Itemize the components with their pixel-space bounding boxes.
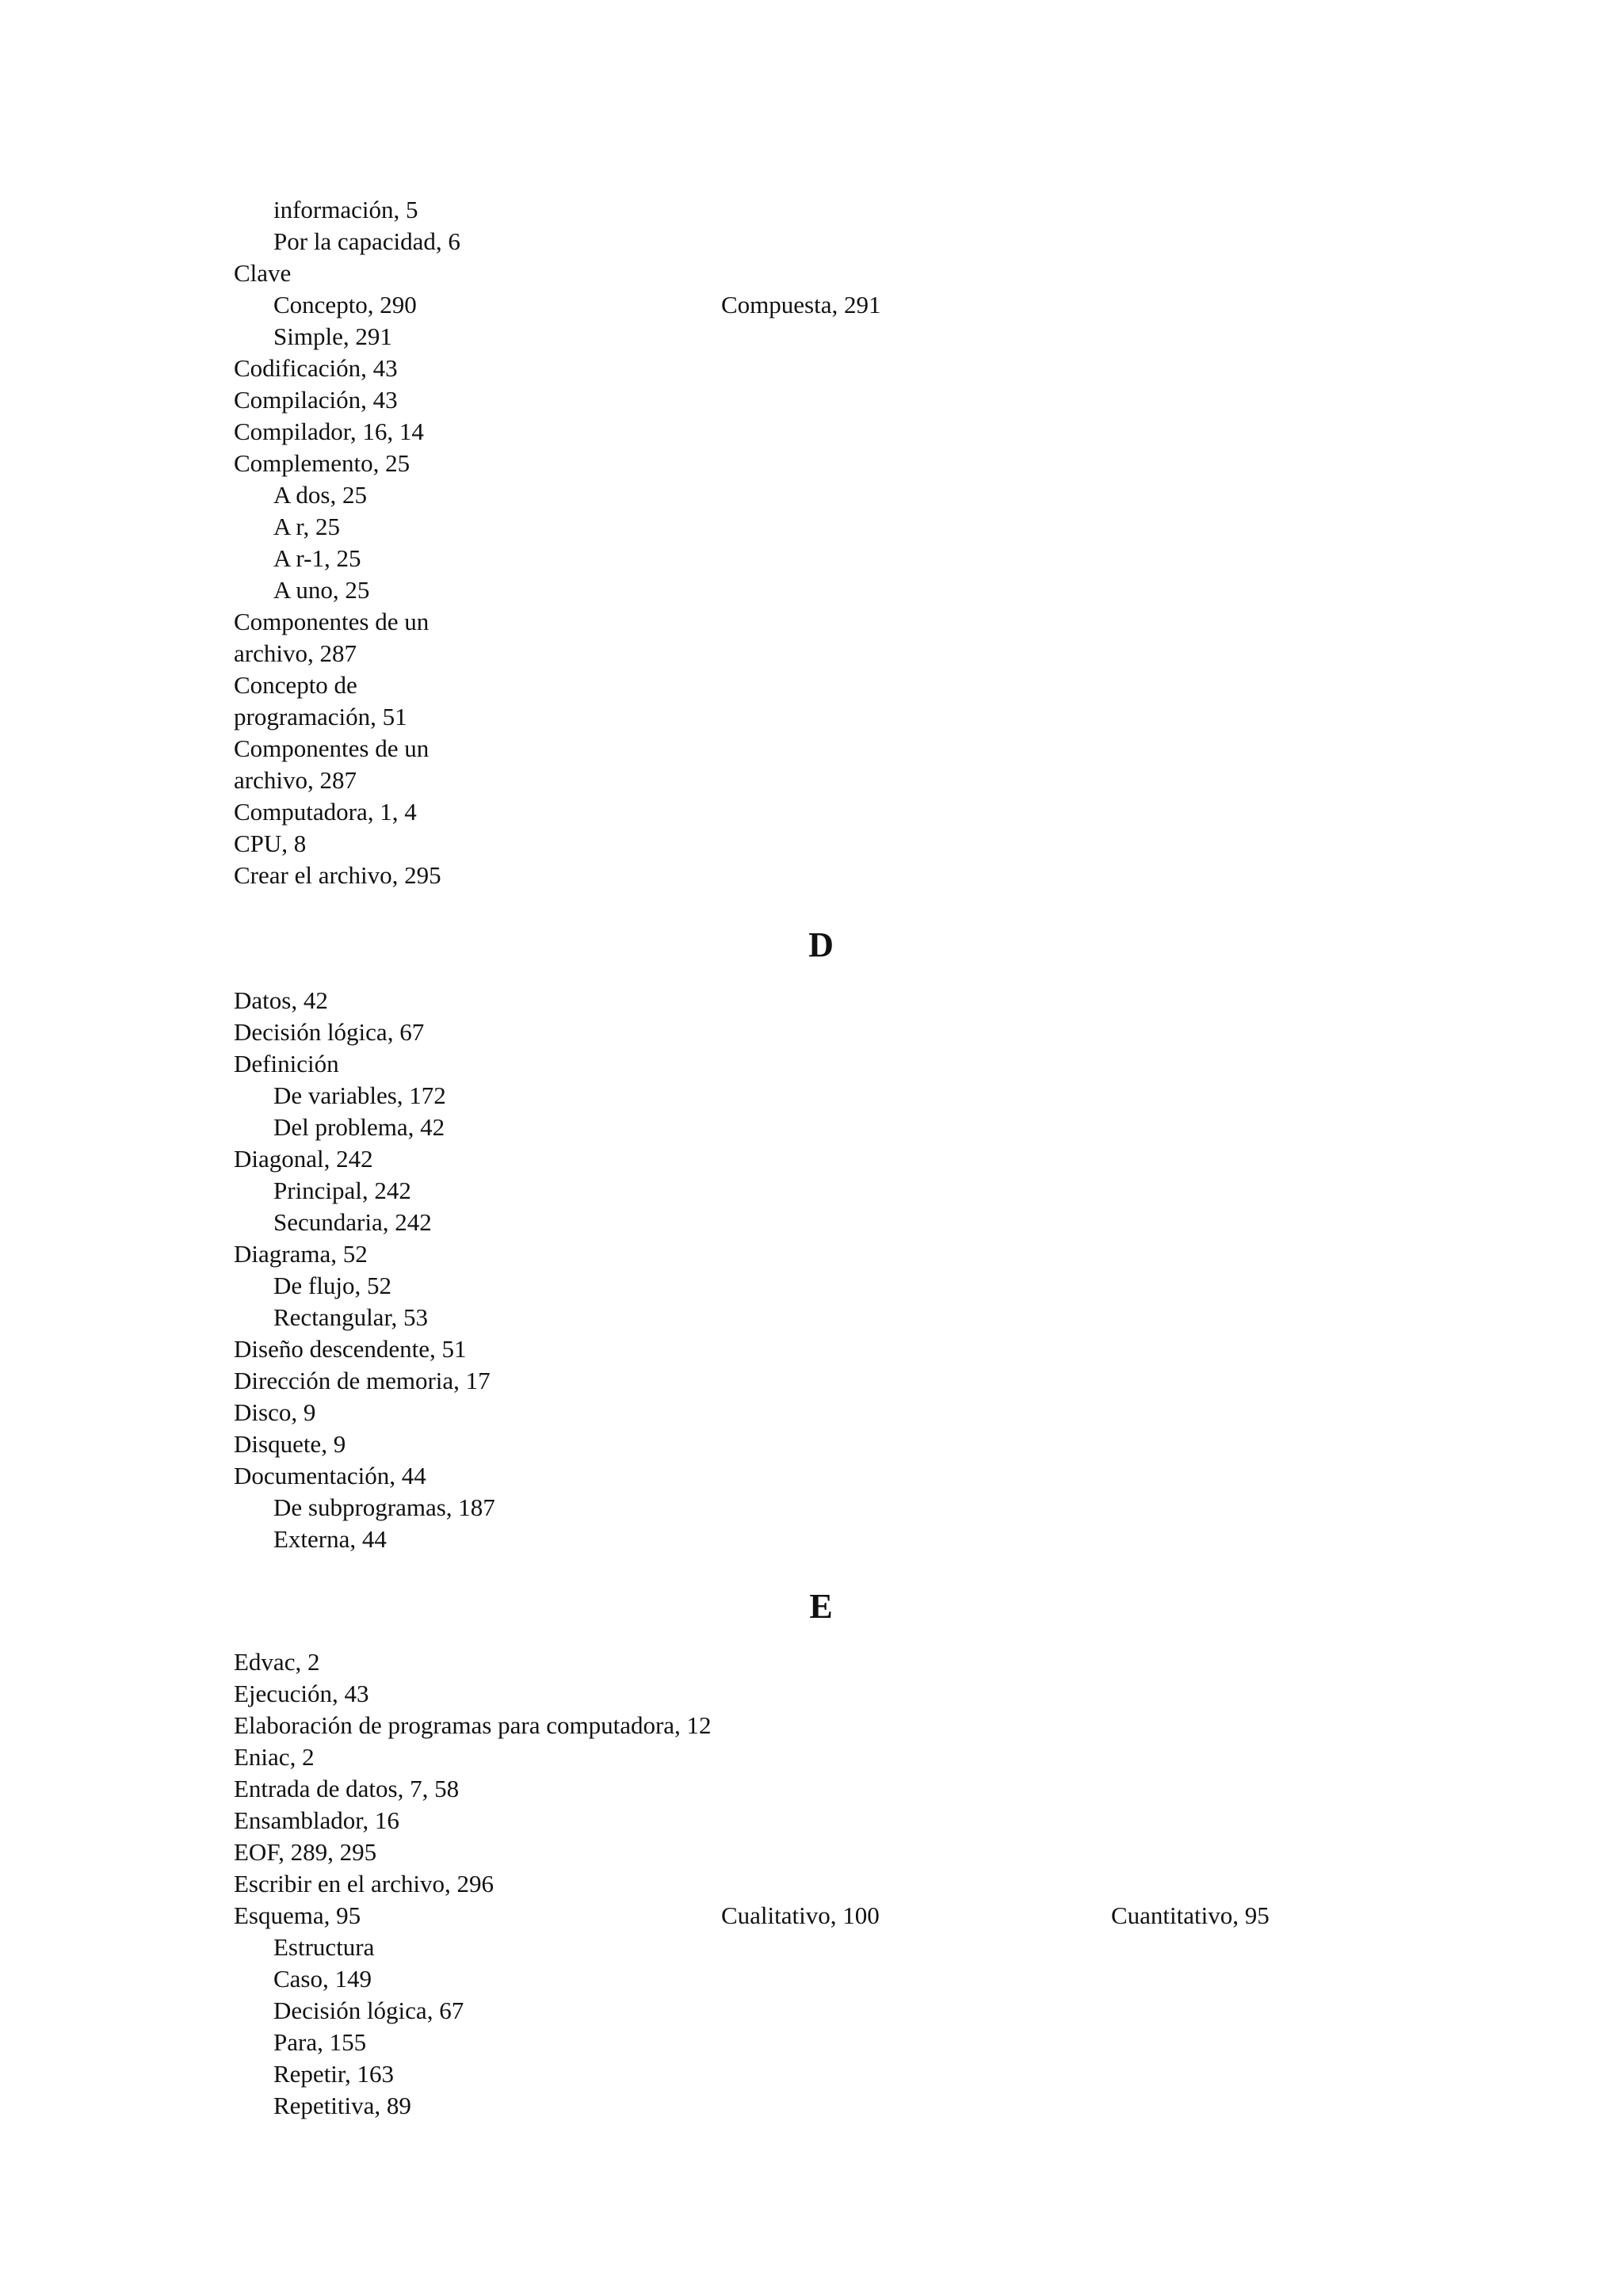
section-heading-d: D — [808, 925, 834, 964]
index-entry: Documentación, 44 — [234, 1462, 426, 1489]
index-entry: Eniac, 2 — [234, 1743, 315, 1771]
index-subentry: Compuesta, 291 — [721, 291, 881, 318]
index-entry: Escribir en el archivo, 296 — [234, 1870, 494, 1897]
index-subentry: Por la capacidad, 6 — [273, 227, 460, 255]
index-entry: EOF, 289, 295 — [234, 1838, 377, 1866]
index-entry: Compilador, 16, 14 — [234, 418, 424, 445]
index-entry: Diseño descendente, 51 — [234, 1335, 467, 1363]
index-subentry: Del problema, 42 — [273, 1113, 445, 1141]
index-subentry: Principal, 242 — [273, 1177, 411, 1204]
index-entry: CPU, 8 — [234, 830, 307, 857]
index-subentry: De subprogramas, 187 — [273, 1493, 495, 1521]
index-subentry: De flujo, 52 — [273, 1272, 391, 1299]
index-subentry: Concepto, 290 — [273, 291, 417, 318]
index-entry: Concepto de — [234, 671, 357, 699]
index-entry: archivo, 287 — [234, 639, 357, 667]
index-subentry: Cualitativo, 100 — [721, 1901, 880, 1929]
index-entry: Componentes de un — [234, 734, 430, 762]
index-subentry: información, 5 — [273, 196, 418, 223]
index-subentry: Secundaria, 242 — [273, 1208, 432, 1236]
index-entry: Crear el archivo, 295 — [234, 861, 441, 889]
index-entry: programación, 51 — [234, 703, 407, 730]
index-subentry: Caso, 149 — [273, 1965, 372, 1993]
index-subentry: Decisión lógica, 67 — [273, 1997, 464, 2024]
index-subentry: A r, 25 — [273, 513, 341, 540]
index-entry: Datos, 42 — [234, 986, 328, 1014]
index-subentry: De variables, 172 — [273, 1081, 446, 1109]
index-entry: Componentes de un — [234, 608, 430, 635]
index-subentry: Para, 155 — [273, 2028, 367, 2056]
index-subentry: Simple, 291 — [273, 322, 392, 350]
index-entry: Diagrama, 52 — [234, 1240, 368, 1268]
index-entry: Definición — [234, 1050, 339, 1077]
index-subentry: Estructura — [273, 1933, 375, 1961]
index-entry: Ensamblador, 16 — [234, 1806, 399, 1834]
index-entry: Edvac, 2 — [234, 1648, 320, 1676]
index-subentry: Cuantitativo, 95 — [1111, 1901, 1270, 1929]
index-subentry: Repetir, 163 — [273, 2060, 395, 2088]
index-entry: Esquema, 95 — [234, 1901, 361, 1929]
index-subentry: A dos, 25 — [273, 481, 367, 509]
index-subentry: A r-1, 25 — [273, 544, 361, 572]
index-entry: Decisión lógica, 67 — [234, 1018, 425, 1046]
index-entry: Entrada de datos, 7, 58 — [234, 1775, 460, 1802]
index-subentry: Rectangular, 53 — [273, 1303, 429, 1331]
index-subentry: A uno, 25 — [273, 576, 370, 604]
index-entry: Dirección de memoria, 17 — [234, 1367, 491, 1394]
index-entry: Elaboración de programas para computadora, 12 — [234, 1711, 712, 1739]
index-entry: Disco, 9 — [234, 1398, 316, 1426]
index-subentry: Externa, 44 — [273, 1525, 387, 1553]
index-entry: Compilación, 43 — [234, 386, 398, 414]
index-entry: Clave — [234, 259, 292, 287]
index-entry: Complemento, 25 — [234, 449, 411, 477]
index-subentry: Repetitiva, 89 — [273, 2092, 411, 2119]
index-entry: Ejecución, 43 — [234, 1680, 369, 1707]
index-entry: Computadora, 1, 4 — [234, 798, 417, 826]
index-entry: Diagonal, 242 — [234, 1145, 373, 1173]
section-heading-e: E — [809, 1587, 833, 1626]
index-entry: archivo, 287 — [234, 766, 357, 794]
index-entry: Disquete, 9 — [234, 1430, 346, 1458]
index-entry: Codificación, 43 — [234, 354, 398, 382]
